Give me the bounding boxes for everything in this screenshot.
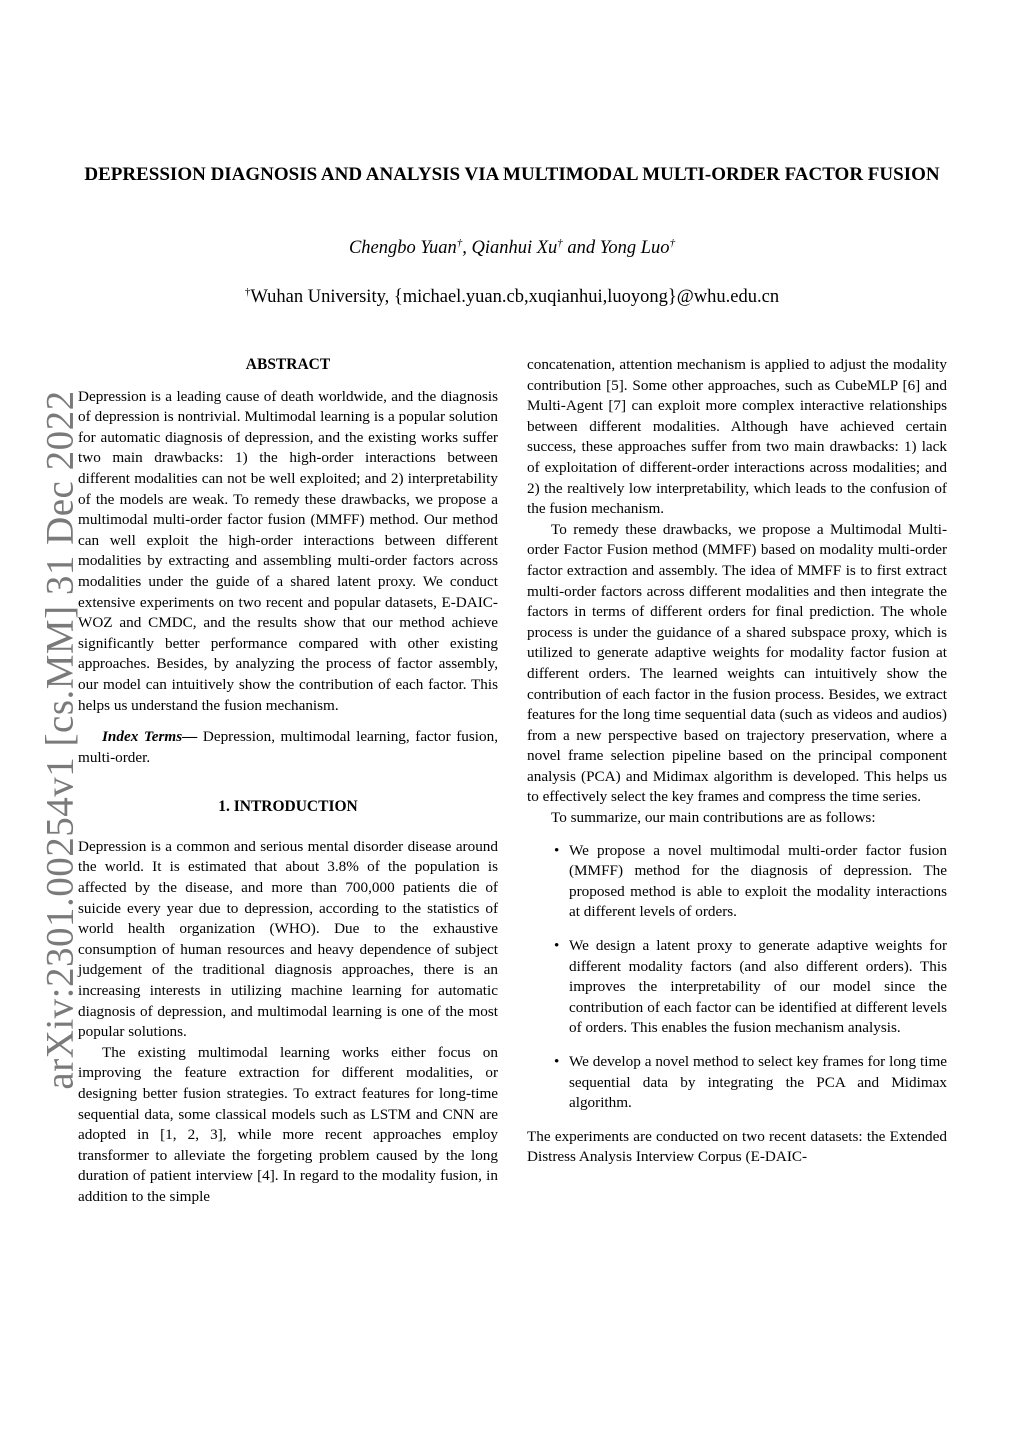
paragraph: To summarize, our main contributions are as follows: <box>551 809 876 827</box>
list-item <box>527 936 947 1039</box>
author-name: Chengbo Yuan <box>348 238 457 258</box>
contributions-list <box>527 841 947 1114</box>
paragraph-continued: concatenation, attention mechanism is applied to adjust the modality contribution [5]. Some other approaches, such as CubeMLP [6] and Multi-Agent [7] can exploit more complex interactive relationships between different modalities. Although have achieved certain success, these approaches suffer from two main drawbacks: 1) lack of exploitation of different-order interactions across modalities; and 2) the realtively low interpretability, which leads to the confusion of the fusion mechanism. <box>527 356 947 518</box>
right-column <box>527 355 947 1168</box>
author-line <box>78 236 946 260</box>
list-item-text: We develop a novel method to select key frames for long time sequential data by integrating the PCA and Midimax algorithm. <box>569 1053 947 1112</box>
index-terms <box>78 727 498 768</box>
abstract-heading: ABSTRACT <box>245 356 331 373</box>
arxiv-identifier: arXiv:2301.00254v1 [cs.MM] 31 Dec 2022 <box>38 390 82 1090</box>
affiliation-text: Wuhan University, {michael.yuan.cb,xuqianhui,luoyong}@whu.edu.cn <box>250 287 780 307</box>
paragraph: The existing multimodal learning works either focus on improving the feature extraction for different modalities, or designing better fusion strategies. To extract features for long-time sequential data, some classical models such as LSTM and CNN are adopted in [1, 2, 3], while more recent approaches employ transformer to alleviate the forgeting problem caused by the long duration of patient interview [4]. In regard to the modality fusion, in addition to the simple <box>78 1043 498 1205</box>
left-column <box>78 355 498 1208</box>
index-terms-label: Index Terms— <box>102 728 198 746</box>
affiliation-mark: † <box>557 237 563 249</box>
list-item <box>527 841 947 923</box>
author-name: Yong Luo <box>599 238 670 258</box>
affiliation-line <box>78 285 946 309</box>
paragraph: The experiments are conducted on two recent datasets: the Extended Distress Analysis Interview Corpus (E-DAIC- <box>527 1127 947 1166</box>
paper-title: DEPRESSION DIAGNOSIS AND ANALYSIS VIA MULTIMODAL MULTI-ORDER FACTOR FUSION <box>84 164 940 185</box>
introduction-heading: 1. INTRODUCTION <box>218 798 358 816</box>
author-separator: and <box>562 238 600 258</box>
abstract-body: Depression is a leading cause of death worldwide, and the diagnosis of depression is nontrivial. Multimodal learning is a popular solution for automatic diagnosis of depression, and the existing works suffer two main drawbacks: 1) the high-order interactions between different modalities can not be well exploited; and 2) interpretability of the models are weak. To remedy these drawbacks, we propose a multimodal multi-order factor fusion (MMFF) method. Our method can well exploit the high-order interactions between different modalities by extracting and assembling multi-order factors across modalities under the guide of a shared latent proxy. We conduct extensive experiments on two recent and popular datasets, E-DAIC-WOZ and CMDC, and the results show that our method achieve significantly better performance compared with other existing approaches. Besides, by analyzing the process of factor assembly, our model can intuitively show the contribution of each factor. This helps us understand the fusion mechanism. <box>78 387 498 714</box>
list-item <box>527 1052 947 1114</box>
bullet-icon: • <box>554 1053 560 1070</box>
author-separator: , <box>462 238 472 258</box>
affiliation-mark: † <box>669 237 676 249</box>
list-item-text: We design a latent proxy to generate adaptive weights for different modality factors (and also different orders). This improves the interpretability of our model since the contribution of each factor can be identified at different levels of orders. This enables the fusion mechanism analysis. <box>569 937 947 1037</box>
list-item-text: We propose a novel multimodal multi-order factor fusion (MMFF) method for the diagnosis of depression. The proposed method is able to exploit the modality interactions at different levels of orders. <box>569 841 947 921</box>
affiliation-mark: † <box>456 237 463 249</box>
paragraph: Depression is a common and serious mental disorder disease around the world. It is estimated that about 3.8% of the population is affected by the disease, and more than 700,000 patients die of suicide every year due to depression, according to the statistics of world health organization (WHO). Due to the exhaustive consumption of human resources and heavy dependence of subject judgement of the traditional diagnosis approaches, there is an increasing interests in utilizing machine learning for automatic diagnosis of depression, and multimodal learning is one of the most popular solutions. <box>78 837 498 1041</box>
affiliation-mark: † <box>244 286 251 298</box>
paragraph: To remedy these drawbacks, we propose a Multimodal Multi-order Factor Fusion method (MMFF) based on modality multi-order factor extraction and assembly. The idea of MMFF is to first extract multi-order factors across different modalities and then integrate the factors in terms of different orders for final prediction. The whole process is under the guidance of a shared subspace proxy, which is utilized to generate adaptive weights for modality factor fusion at different orders. The learned weights can intuitively show the contribution of each factor in the fusion process. Besides, we extract features for the long time sequential data (such as videos and audios) from a new perspective based on trajectory preservation, where a novel frame selection pipeline based on the principal component analysis (PCA) and Midimax algorithm is developed. This helps us to effectively select the key frames and compress the time series. <box>527 520 947 806</box>
author-name: Qianhui Xu <box>471 238 558 258</box>
bullet-icon: • <box>554 937 560 955</box>
bullet-icon: • <box>554 841 560 859</box>
index-terms-text: Depression, multimodal learning, factor fusion, multi-order. <box>78 728 498 766</box>
